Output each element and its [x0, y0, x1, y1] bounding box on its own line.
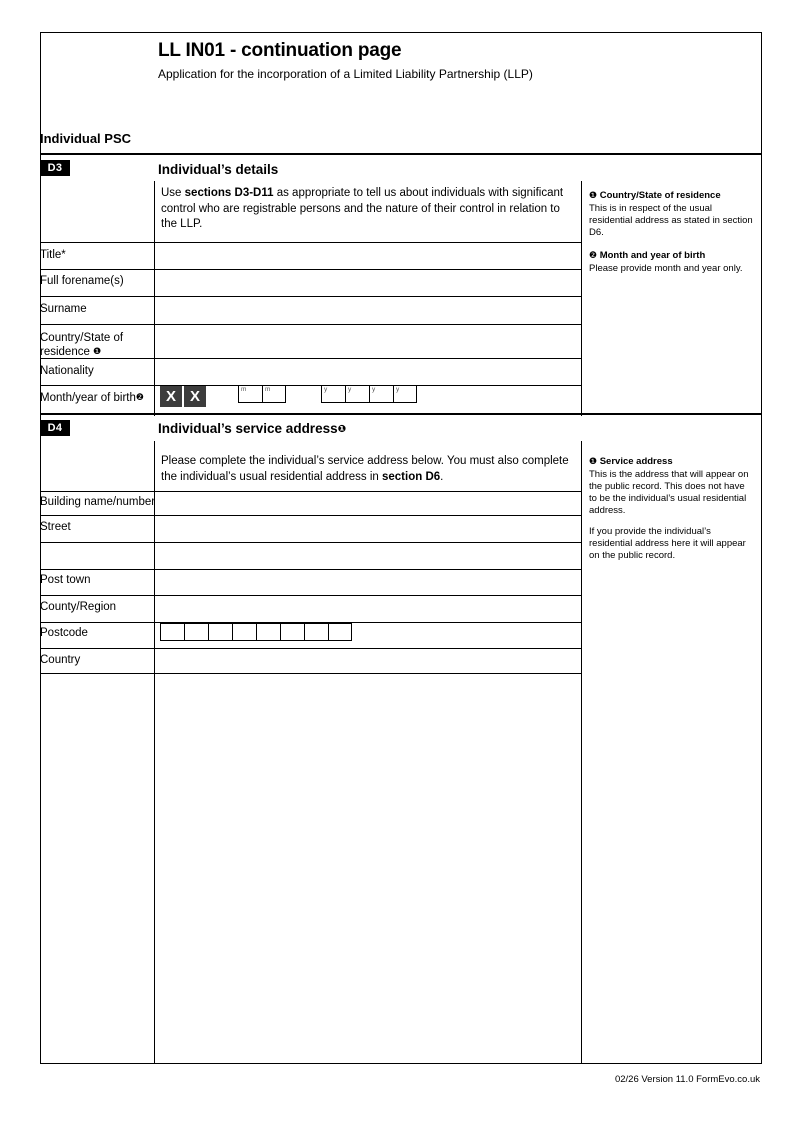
d4-label-building: Building name/number — [40, 496, 156, 508]
d3-input-forenames[interactable] — [158, 271, 576, 295]
d3-row-divider-1 — [40, 242, 581, 243]
d4-notes-column-divider — [581, 441, 582, 1063]
dob-year-cell-3-hint: y — [372, 386, 376, 393]
d4-label-post-town: Post town — [40, 574, 91, 586]
d3-note-1-heading: Country/State of residence — [599, 190, 721, 201]
dob-month-cell-2-hint: m — [265, 386, 271, 393]
d4-row-divider-8 — [40, 673, 581, 674]
d4-input-building[interactable] — [158, 493, 576, 514]
d3-note-2-marker-icon: ❷ — [589, 251, 598, 261]
d4-row-divider-4 — [40, 569, 581, 570]
section-badge-d3: D3 — [40, 160, 70, 176]
dob-x-box-2[interactable]: X — [184, 386, 206, 407]
d3-input-title[interactable] — [158, 244, 576, 268]
dob-month-cell-1[interactable] — [238, 385, 262, 403]
page-footer: 02/26 Version 11.0 FormEvo.co.uk — [614, 1074, 760, 1085]
d3-label-forenames: Full forename(s) — [40, 275, 124, 287]
d4-input-county-region[interactable] — [158, 597, 576, 621]
postcode-cell-2[interactable] — [184, 623, 208, 641]
dob-month-cell-2[interactable] — [262, 385, 286, 403]
d3-label-title: Title* — [40, 249, 66, 261]
d4-label-postcode: Postcode — [40, 627, 88, 639]
postcode-cell-4[interactable] — [232, 623, 256, 641]
d4-instruction-bold: section D6 — [381, 470, 441, 483]
d4-postcode-comb[interactable] — [160, 623, 352, 641]
d4-row-divider-2 — [40, 515, 581, 516]
section-badge-d4: D4 — [40, 420, 70, 436]
d3-note-2 — [589, 250, 754, 275]
dob-month-comb[interactable] — [238, 385, 286, 403]
d4-label-county-region: County/Region — [40, 601, 117, 613]
d4-note-1 — [589, 456, 754, 562]
d4-note-1-body2: If you provide the individual’s residential address here it will appear on the public record. — [589, 526, 746, 561]
page-title: LL IN01 - continuation page — [158, 40, 402, 61]
postcode-cell-1[interactable] — [160, 623, 184, 641]
block-heading-d4 — [158, 421, 346, 436]
d4-row-divider-5 — [40, 595, 581, 596]
d3-label-dob-text: Month/year of birth — [40, 392, 136, 404]
page-border-top — [40, 32, 762, 33]
d4-input-post-town[interactable] — [158, 571, 576, 594]
note-marker-2-icon: ❷ — [135, 393, 144, 403]
postcode-cell-3[interactable] — [208, 623, 232, 641]
d4-note-1-heading: Service address — [599, 456, 673, 467]
d4-instruction-part1: Please complete the individual’s service address below. You must also complete the individual’s usual residential address in — [161, 455, 569, 483]
d4-label-column-divider — [154, 441, 155, 1063]
postcode-cell-6[interactable] — [280, 623, 304, 641]
postcode-cell-7[interactable] — [304, 623, 328, 641]
page-border-right — [761, 32, 762, 1064]
d3-note-1-body: This is in respect of the usual residential address as stated in section D6. — [589, 203, 753, 238]
d3-note-2-heading: Month and year of birth — [599, 250, 706, 261]
block-heading-d4-text: Individual’s service address — [158, 421, 338, 436]
d4-input-country[interactable] — [158, 650, 576, 672]
d4-input-street-line2[interactable] — [158, 544, 576, 568]
d3-row-divider-6 — [40, 385, 581, 386]
d3-row-divider-5 — [40, 358, 581, 359]
d3-row-divider-3 — [40, 296, 581, 297]
d4-note-1-marker-icon: ❶ — [589, 457, 598, 467]
page-border-bottom — [40, 1063, 762, 1064]
d3-label-country-of-residence-text: Country/State of residence — [40, 332, 124, 358]
d3-note-1 — [589, 190, 754, 239]
d4-input-street-line1[interactable] — [158, 517, 576, 541]
d3-notes-column-divider — [581, 181, 582, 416]
dob-year-cell-2[interactable] — [345, 385, 369, 403]
dob-year-cell-4-hint: y — [396, 386, 400, 393]
dob-x-box-1[interactable]: X — [160, 386, 182, 407]
d3-label-dob — [40, 392, 144, 404]
d3-label-surname: Surname — [40, 303, 87, 315]
d4-row-divider-7 — [40, 648, 581, 649]
dob-year-cell-3[interactable] — [369, 385, 393, 403]
d3-instruction-part1: Use — [161, 187, 185, 199]
d4-instruction — [161, 454, 573, 485]
d3-label-nationality: Nationality — [40, 365, 94, 377]
d4-instruction-part2: . — [440, 470, 444, 483]
postcode-cell-8[interactable] — [328, 623, 352, 641]
d4-note-1-body: This is the address that will appear on the public record. This does not have to be the individual’s usual residential address. — [589, 469, 749, 516]
dob-year-cell-1[interactable] — [321, 385, 345, 403]
d3-label-column-divider — [154, 181, 155, 416]
d3-input-nationality[interactable] — [158, 360, 576, 384]
dob-month-cell-1-hint: m — [241, 386, 247, 393]
postcode-cell-5[interactable] — [256, 623, 280, 641]
divider-d4-top — [40, 413, 762, 415]
d3-instruction-part2: as appropriate to tell us about individuals with significant control who are registrable persons and the nature of their control in relation to the LLP. — [161, 187, 564, 230]
d3-row-divider-4 — [40, 324, 581, 325]
dob-year-cell-4[interactable] — [393, 385, 417, 403]
note-marker-1-icon: ❶ — [93, 347, 102, 357]
d4-row-divider-3 — [40, 542, 581, 543]
d3-row-divider-2 — [40, 269, 581, 270]
page-border-left — [40, 32, 41, 1064]
d3-input-country-of-residence[interactable] — [158, 326, 576, 356]
d4-label-country: Country — [40, 654, 81, 666]
d4-row-divider-1 — [40, 491, 581, 492]
d3-input-surname[interactable] — [158, 298, 576, 322]
d4-label-street: Street — [40, 521, 71, 533]
page-subtitle: Application for the incorporation of a Limited Liability Partnership (LLP) — [158, 67, 533, 81]
dob-year-cell-1-hint: y — [324, 386, 328, 393]
dob-year-cell-2-hint: y — [348, 386, 352, 393]
d4-heading-note-marker-icon: ❶ — [337, 424, 347, 435]
section-heading: Individual PSC — [40, 131, 132, 146]
d3-note-2-body: Please provide month and year only. — [589, 263, 743, 274]
divider-d3-top — [40, 153, 762, 155]
block-heading-d3: Individual’s details — [158, 162, 279, 177]
d3-note-1-marker-icon: ❶ — [589, 191, 598, 201]
d3-label-country-of-residence — [40, 331, 152, 359]
d3-instruction — [161, 186, 573, 233]
d3-instruction-bold: sections D3-D11 — [184, 187, 274, 199]
dob-year-comb[interactable] — [321, 385, 417, 403]
